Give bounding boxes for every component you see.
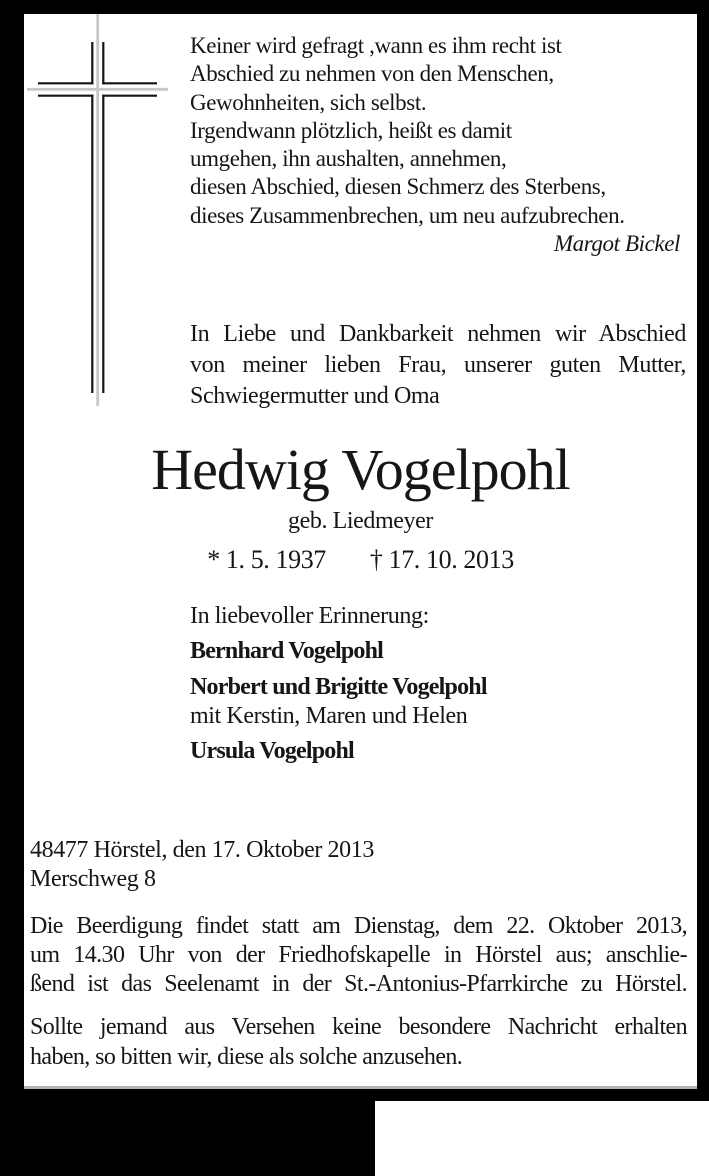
notice-line: Sollte jemand aus Versehen keine besondere Nachricht erhalten [30, 1014, 687, 1040]
poem-line: diesen Abschied, diesen Schmerz des Sterbens, [190, 174, 606, 200]
mourner-children: mit Kerstin, Maren und Helen [190, 703, 468, 729]
memorial-heading: In liebevoller Erinnerung: [190, 603, 429, 629]
mourner-name: Bernhard Vogelpohl [190, 638, 383, 664]
maiden-name: geb. Liedmeyer [288, 508, 433, 534]
life-dates [24, 544, 697, 576]
intro-line: In Liebe und Dankbarkeit nehmen wir Abschied [190, 321, 686, 347]
poem-line: Gewohnheiten, sich selbst. [190, 89, 427, 115]
funeral-line: um 14.30 Uhr von der Friedhofskapelle in Hörstel aus; anschlie- [30, 942, 687, 968]
notice-paragraph [30, 1012, 687, 1072]
farewell-intro [190, 319, 686, 412]
funeral-line: ßend ist das Seelenamt in der St.-Antonius-Pfarrkirche zu Hörstel. [30, 971, 687, 997]
intro-line: Schwiegermutter und Oma [190, 383, 440, 409]
poem-line: umgehen, ihn aushalten, annehmen, [190, 146, 507, 172]
poem-line: dieses Zusammenbrechen, um neu aufzubrechen. [190, 202, 625, 228]
death-date: † 17. 10. 2013 [369, 545, 514, 574]
poem-line: Keiner wird gefragt ,wann es ihm recht ist [190, 33, 562, 58]
address-block [30, 836, 687, 894]
birth-date: * 1. 5. 1937 [207, 545, 326, 574]
address-line: Merschweg 8 [30, 866, 156, 892]
poem-attribution: Margot Bickel [553, 231, 680, 257]
neighbor-ad-fragment [375, 1101, 709, 1176]
poem [190, 32, 686, 258]
memorial-card [24, 14, 697, 1089]
deceased-name: Hedwig Vogelpohl [151, 437, 570, 502]
mourner-name: Norbert und Brigitte Vogelpohl [190, 674, 487, 700]
funeral-line: Die Beerdigung findet statt am Dienstag, dem 22. Oktober 2013, [30, 913, 687, 939]
notice-line: haben, so bitten wir, diese als solche anzusehen. [30, 1044, 463, 1070]
poem-line: Irgendwann plötzlich, heißt es damit [190, 117, 512, 143]
intro-line: von meiner lieben Frau, unserer guten Mutter, [190, 352, 686, 378]
funeral-details [30, 912, 687, 999]
address-line: 48477 Hörstel, den 17. Oktober 2013 [30, 837, 374, 863]
poem-line: Abschied zu nehmen von den Menschen, [190, 61, 554, 87]
mourner-name: Ursula Vogelpohl [190, 738, 354, 764]
